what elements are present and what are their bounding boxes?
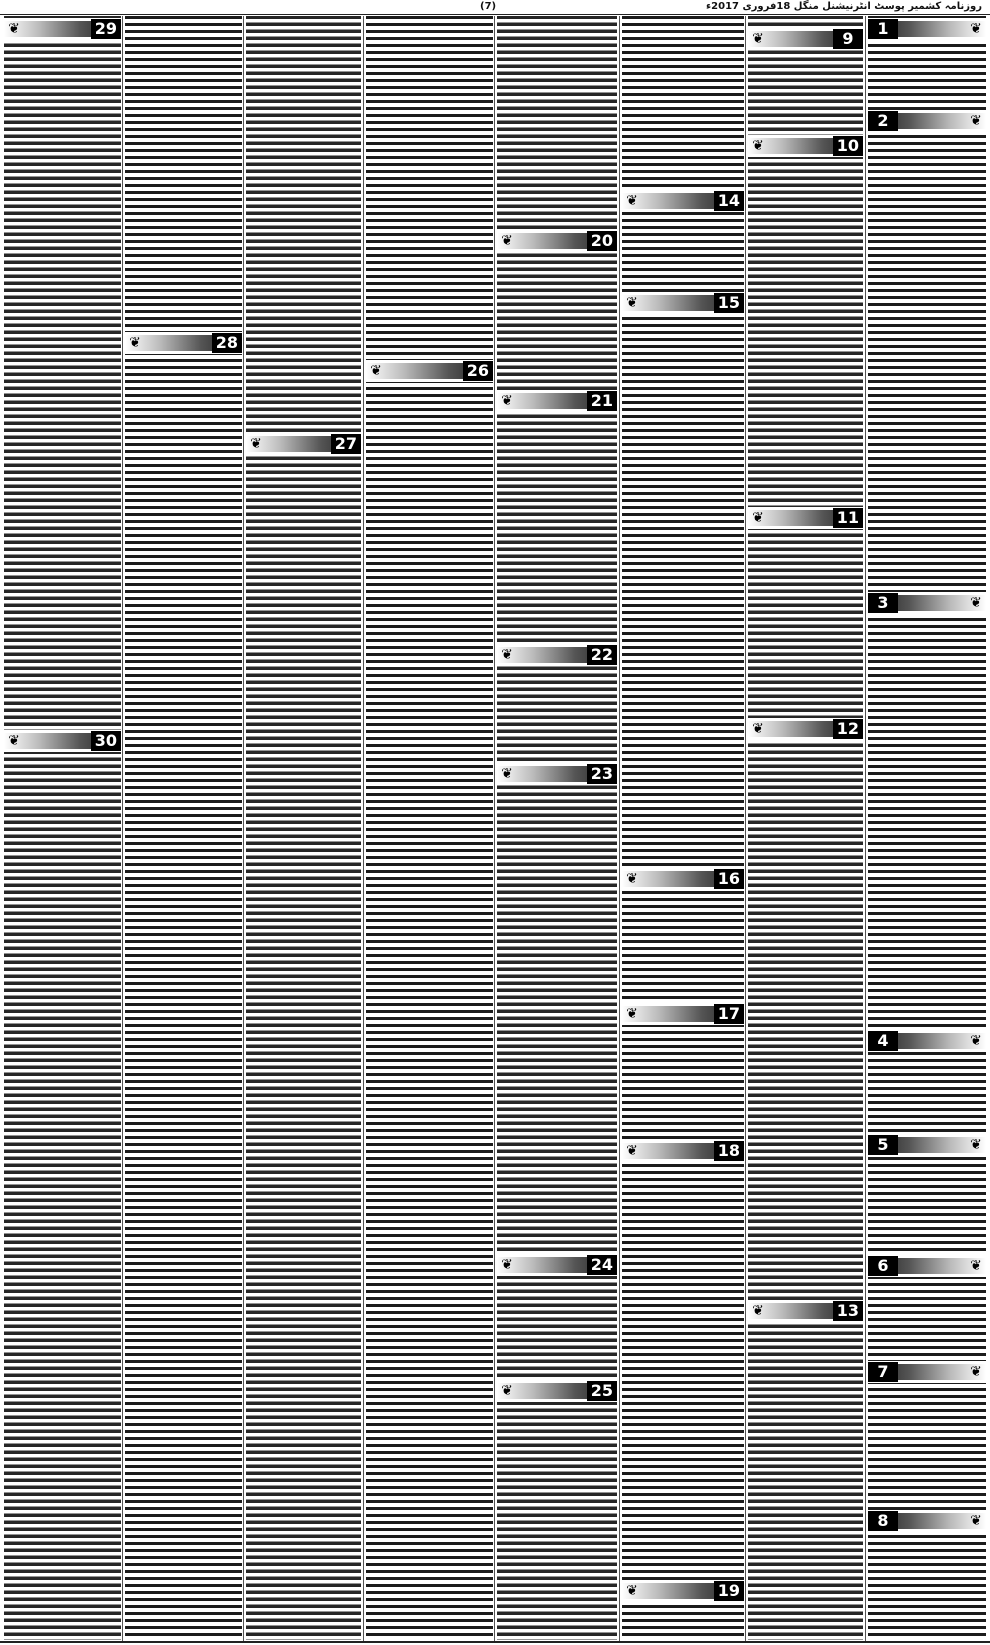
section-number: 8 xyxy=(868,1511,898,1531)
section-header-4 xyxy=(868,1030,986,1052)
leaf-icon: ❦ xyxy=(250,436,262,452)
text-column-3 xyxy=(246,16,361,1640)
section-header-19 xyxy=(622,1580,744,1602)
text-column-4 xyxy=(366,16,493,1640)
section-number: 9 xyxy=(833,29,863,49)
section-number: 12 xyxy=(833,719,863,739)
section-number: 21 xyxy=(587,391,617,411)
leaf-icon: ❦ xyxy=(501,1257,513,1273)
section-header-11 xyxy=(748,507,863,529)
section-header-30 xyxy=(4,730,121,752)
section-header-9 xyxy=(748,28,863,50)
section-header-21 xyxy=(497,390,617,412)
section-number: 25 xyxy=(587,1381,617,1401)
section-number: 16 xyxy=(714,869,744,889)
leaf-icon: ❦ xyxy=(129,335,141,351)
column-rule xyxy=(865,16,866,1641)
section-header-22 xyxy=(497,644,617,666)
leaf-icon: ❦ xyxy=(501,233,513,249)
section-header-25 xyxy=(497,1380,617,1402)
leaf-icon: ❦ xyxy=(970,1258,982,1274)
section-number: 17 xyxy=(714,1004,744,1024)
leaf-icon: ❦ xyxy=(970,1137,982,1153)
section-number: 30 xyxy=(91,731,121,751)
leaf-icon: ❦ xyxy=(626,1583,638,1599)
column-rule xyxy=(243,16,244,1641)
leaf-icon: ❦ xyxy=(626,193,638,209)
section-number: 7 xyxy=(868,1362,898,1382)
leaf-icon: ❦ xyxy=(370,363,382,379)
publication-dateline: روزنامہ کشمیر پوسٹ انٹرنیشنل منگل 18فروری 2017ء xyxy=(706,1,982,12)
leaf-icon: ❦ xyxy=(752,138,764,154)
leaf-icon: ❦ xyxy=(970,595,982,611)
section-header-18 xyxy=(622,1140,744,1162)
leaf-icon: ❦ xyxy=(501,393,513,409)
section-number: 29 xyxy=(91,19,121,39)
section-number: 13 xyxy=(833,1301,863,1321)
section-number: 24 xyxy=(587,1255,617,1275)
section-number: 10 xyxy=(833,136,863,156)
section-number: 26 xyxy=(463,361,493,381)
leaf-icon: ❦ xyxy=(752,31,764,47)
section-header-2 xyxy=(868,110,986,132)
section-number: 19 xyxy=(714,1581,744,1601)
section-header-24 xyxy=(497,1254,617,1276)
section-number: 18 xyxy=(714,1141,744,1161)
section-number: 3 xyxy=(868,593,898,613)
section-header-23 xyxy=(497,763,617,785)
column-rule xyxy=(494,16,495,1641)
section-header-17 xyxy=(622,1003,744,1025)
text-column-8 xyxy=(868,16,986,1640)
section-number: 2 xyxy=(868,111,898,131)
section-header-20 xyxy=(497,230,617,252)
section-header-13 xyxy=(748,1300,863,1322)
section-header-6 xyxy=(868,1255,986,1277)
leaf-icon: ❦ xyxy=(8,21,20,37)
section-header-7 xyxy=(868,1361,986,1383)
leaf-icon: ❦ xyxy=(501,766,513,782)
section-header-3 xyxy=(868,592,986,614)
section-header-27 xyxy=(246,433,361,455)
leaf-icon: ❦ xyxy=(626,295,638,311)
leaf-icon: ❦ xyxy=(501,647,513,663)
section-number: 15 xyxy=(714,293,744,313)
section-header-26 xyxy=(366,360,493,382)
leaf-icon: ❦ xyxy=(970,1513,982,1529)
section-number: 28 xyxy=(212,333,242,353)
leaf-icon: ❦ xyxy=(752,721,764,737)
section-header-14 xyxy=(622,190,744,212)
text-column-6 xyxy=(622,16,744,1640)
leaf-icon: ❦ xyxy=(970,113,982,129)
section-header-15 xyxy=(622,292,744,314)
footer-rule xyxy=(0,1641,990,1643)
section-header-8 xyxy=(868,1510,986,1532)
masthead xyxy=(0,0,990,15)
section-number: 6 xyxy=(868,1256,898,1276)
leaf-icon: ❦ xyxy=(752,510,764,526)
leaf-icon: ❦ xyxy=(970,21,982,37)
section-header-28 xyxy=(125,332,242,354)
section-header-10 xyxy=(748,135,863,157)
leaf-icon: ❦ xyxy=(626,1006,638,1022)
section-header-1 xyxy=(868,18,986,40)
section-header-29 xyxy=(4,18,121,40)
section-number: 20 xyxy=(587,231,617,251)
section-number: 14 xyxy=(714,191,744,211)
section-number: 4 xyxy=(868,1031,898,1051)
leaf-icon: ❦ xyxy=(626,871,638,887)
section-header-16 xyxy=(622,868,744,890)
section-header-5 xyxy=(868,1134,986,1156)
text-column-1 xyxy=(4,16,121,1640)
leaf-icon: ❦ xyxy=(752,1303,764,1319)
leaf-icon: ❦ xyxy=(626,1143,638,1159)
leaf-icon: ❦ xyxy=(8,733,20,749)
leaf-icon: ❦ xyxy=(970,1364,982,1380)
section-number: 5 xyxy=(868,1135,898,1155)
section-header-12 xyxy=(748,718,863,740)
column-rule xyxy=(363,16,364,1641)
section-number: 11 xyxy=(833,508,863,528)
leaf-icon: ❦ xyxy=(501,1383,513,1399)
leaf-icon: ❦ xyxy=(970,1033,982,1049)
page-number: (7) xyxy=(480,1,497,12)
column-rule xyxy=(619,16,620,1641)
section-number: 27 xyxy=(331,434,361,454)
column-rule xyxy=(122,16,123,1641)
section-number: 1 xyxy=(868,19,898,39)
column-rule xyxy=(745,16,746,1641)
section-number: 22 xyxy=(587,645,617,665)
text-column-2 xyxy=(125,16,242,1640)
text-column-7 xyxy=(748,16,863,1640)
section-number: 23 xyxy=(587,764,617,784)
